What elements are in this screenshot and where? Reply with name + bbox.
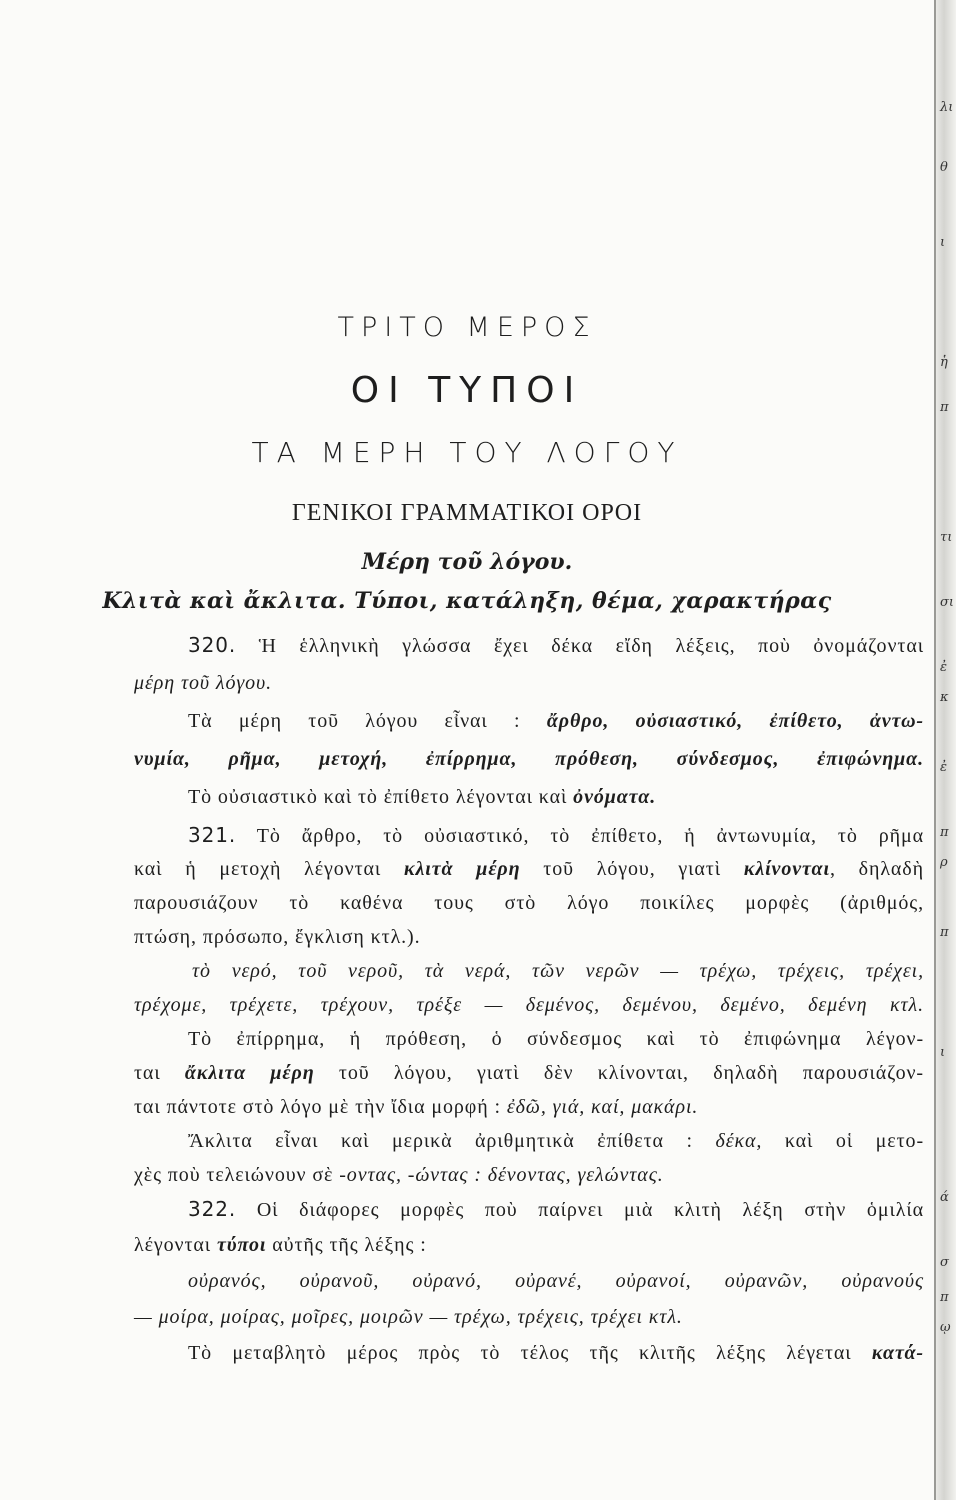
text-span: ται — [134, 1062, 185, 1084]
margin-letter: ι — [940, 235, 946, 250]
text-line: νυμία, ρῆμα, μετοχή, ἐπίρρημα, πρόθεση, σύνδεσμος, ἐπιφώνημα. — [134, 748, 924, 770]
part-heading: ΤΡΙΤΟ ΜΕΡΟΣ — [337, 312, 597, 343]
chapter-title: ΟΙ ΤΥΠΟΙ — [350, 370, 584, 411]
margin-letter: ἡ — [940, 355, 948, 370]
text-span: τοῦ λόγου, γιατὶ — [520, 858, 744, 880]
text-span: αὐτῆς τῆς λέξης : — [266, 1234, 427, 1256]
text-line — [188, 822, 924, 849]
margin-letter: π — [940, 925, 949, 940]
bold-term: κατά- — [871, 1342, 924, 1364]
text-line — [134, 1060, 924, 1086]
example-line: τὸ νερό, τοῦ νεροῦ, τὰ νερά, τῶν νερῶν — τρέχω, τρέχεις, τρέχει, — [192, 960, 924, 982]
bold-term: κλίνονται — [743, 858, 830, 880]
text-span: ται πάντοτε στὸ λόγο μὲ τὴν ἴδια μορφή : — [134, 1096, 507, 1118]
text-span: λέγονται — [134, 1234, 217, 1256]
subsection-heading-2: Κλιτὰ καὶ ἄκλιτα. Τύποι, κατάληξη, θέμα, χαρακτήρας — [102, 588, 832, 614]
text-line: παρουσιάζουν τὸ καθένα τους στὸ λόγο ποικίλες μορφὲς (ἀριθμός, — [134, 892, 924, 914]
text-line — [188, 1128, 924, 1154]
margin-letter: ι — [940, 1045, 946, 1060]
example-line: τρέχομε, τρέχετε, τρέχουν, τρέξε — δεμένος, δεμένου, δεμένο, δεμένη κτλ. — [134, 994, 924, 1016]
text-span: Ἡ ἑλληνικὴ γλώσσα ἔχει δέκα εἴδη λέξεις, ποὺ ὀνομάζονται — [236, 635, 924, 657]
bold-term: ἄρθρο, οὐσιαστικό, ἐπίθετο, ἀντω- — [546, 710, 924, 732]
text-line: πτώση, πρόσωπο, ἔγκλιση κτλ.). — [134, 926, 421, 948]
bold-term: ἄκλιτα μέρη — [184, 1062, 315, 1084]
text-line — [188, 1340, 924, 1366]
text-span: Τὸ ἄρθρο, τὸ οὐσιαστικό, τὸ ἐπίθετο, ἡ ἀντωνυμία, τὸ ρῆμα — [236, 825, 924, 847]
chapter-subtitle: ΤΑ ΜΕΡΗ ΤΟΥ ΛΟΓΟΥ — [251, 436, 683, 469]
margin-letter: θ — [940, 160, 948, 175]
text-span: καὶ οἱ μετο- — [762, 1130, 925, 1152]
margin-letter: σι — [940, 595, 954, 610]
text-line — [134, 1162, 924, 1188]
text-line: μέρη τοῦ λόγου. — [134, 672, 273, 694]
margin-letter: ά — [940, 1190, 949, 1205]
example-line: — μοίρα, μοίρας, μοῖρες, μοιρῶν — τρέχω, τρέχεις, τρέχει κτλ. — [134, 1306, 683, 1328]
example-span: -οντας, -ώντας : δένοντας, γελώντας. — [339, 1164, 664, 1186]
bold-term: τύποι — [216, 1234, 267, 1256]
text-span: Τὸ οὐσιαστικὸ καὶ τὸ ἐπίθετο λέγονται καὶ — [188, 786, 574, 808]
paragraph-number: 322. — [188, 1197, 237, 1221]
margin-letter: ἐ — [940, 660, 947, 675]
text-span: Ἄκλιτα εἶναι καὶ μερικὰ ἀριθμητικὰ ἐπίθετα : — [188, 1130, 716, 1152]
text-line — [134, 1094, 924, 1120]
text-span: Τὸ μεταβλητὸ μέρος πρὸς τὸ τέλος τῆς κλιτῆς λέξης λέγεται — [188, 1342, 872, 1364]
text-line — [188, 632, 924, 659]
text-line — [134, 1232, 924, 1258]
margin-letter: κ — [940, 690, 949, 705]
margin-letter: ρ — [940, 855, 948, 870]
paragraph-number: 320. — [188, 633, 237, 657]
text-line — [188, 708, 924, 734]
example-span: ἐδῶ, γιά, καί, μακάρι. — [506, 1096, 699, 1118]
text-line — [134, 856, 924, 882]
section-heading: ΓΕΝΙΚΟΙ ΓΡΑΜΜΑΤΙΚΟΙ ΟΡΟΙ — [291, 500, 643, 526]
text-span: Τὰ μέρη τοῦ λόγου εἶναι : — [188, 710, 547, 732]
bold-term: κλιτὰ μέρη — [404, 858, 521, 880]
bold-term: ὀνόματα. — [573, 786, 657, 808]
text-span: Οἱ διάφορες μορφὲς ποὺ παίρνει μιὰ κλιτὴ λέξη στὴν ὁμιλία — [236, 1199, 924, 1221]
text-line: Τὸ ἐπίρρημα, ἡ πρόθεση, ὁ σύνδεσμος καὶ τὸ ἐπιφώνημα λέγον- — [188, 1028, 924, 1050]
text-line — [188, 1196, 924, 1223]
margin-letter: π — [940, 1290, 949, 1305]
margin-letter: ἐ — [940, 760, 947, 775]
margin-letter: π — [940, 400, 949, 415]
example-span: δέκα, — [715, 1130, 763, 1152]
text-line — [188, 784, 924, 810]
adjacent-page-edge — [934, 0, 956, 1500]
text-span: , δηλαδὴ — [829, 858, 924, 880]
margin-letter: σ — [940, 1255, 949, 1270]
margin-letter: π — [940, 825, 949, 840]
margin-letter: τι — [940, 530, 953, 545]
text-span: καὶ ἡ μετοχὴ λέγονται — [134, 858, 405, 880]
subsection-heading: Μέρη τοῦ λόγου. — [361, 549, 573, 575]
text-span: τοῦ λόγου, γιατὶ δὲν κλίνονται, δηλαδὴ παρουσιάζον- — [314, 1062, 924, 1084]
example-line: οὐρανός, οὐρανοῦ, οὐρανό, οὐρανέ, οὐρανοί, οὐρανῶν, οὐρανούς — [188, 1270, 924, 1292]
margin-letter: λι — [940, 100, 954, 115]
paragraph-number: 321. — [188, 823, 237, 847]
text-span: χὲς ποὺ τελειώνουν σὲ — [134, 1164, 340, 1186]
margin-letter: ῳ — [940, 1320, 951, 1335]
